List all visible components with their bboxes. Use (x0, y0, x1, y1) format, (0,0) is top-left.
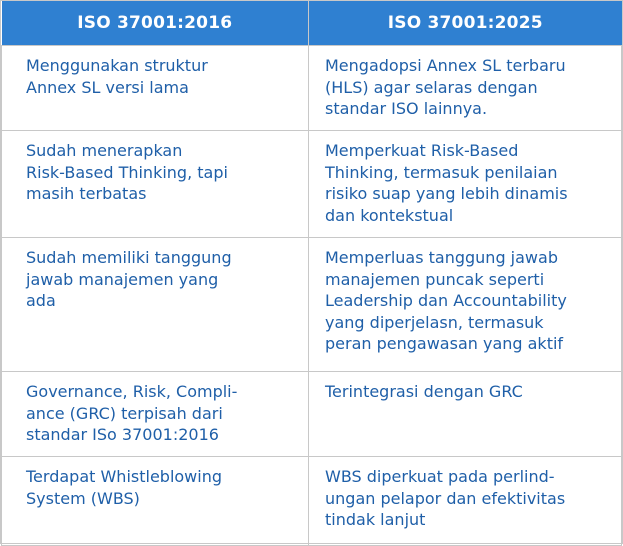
cell-iso-2016: Menggunakan struktur Annex SL versi lama (2, 46, 309, 131)
header-iso-2025: ISO 37001:2025 (309, 1, 622, 46)
cell-iso-2016: Terdapat Whistleblowing System (WBS) (2, 457, 309, 546)
table-row (2, 238, 622, 372)
table-row (2, 457, 622, 546)
header-row (2, 1, 622, 46)
table-row (2, 372, 622, 457)
cell-iso-2016: Governance, Risk, Compli- ance (GRC) terpisah dari standar ISo 37001:2016 (2, 372, 309, 457)
cell-iso-2025: Terintegrasi dengan GRC (309, 372, 622, 457)
table-row (2, 131, 622, 238)
cell-iso-2025: Memperkuat Risk-Based Thinking, termasuk penilaian risiko suap yang lebih dinamis dan kontekstual (309, 131, 622, 238)
cell-iso-2025: WBS diperkuat pada perlind- ungan pelapor dan efektivitas tindak lanjut (309, 457, 622, 546)
table-row (2, 46, 622, 131)
table-body (2, 46, 622, 546)
cell-iso-2025: Mengadopsi Annex SL terbaru (HLS) agar selaras dengan standar ISO lainnya. (309, 46, 622, 131)
cell-iso-2025: Memperluas tanggung jawab manajemen puncak seperti Leadership dan Accountability yang diperjelasn, termasuk peran pengawasan yang aktif (309, 238, 622, 372)
cell-iso-2016: Sudah memiliki tanggung jawab manajemen yang ada (2, 238, 309, 372)
comparison-table (1, 1, 622, 546)
cell-iso-2016: Sudah menerapkan Risk-Based Thinking, tapi masih terbatas (2, 131, 309, 238)
table-header (2, 1, 622, 46)
header-iso-2016: ISO 37001:2016 (2, 1, 309, 46)
